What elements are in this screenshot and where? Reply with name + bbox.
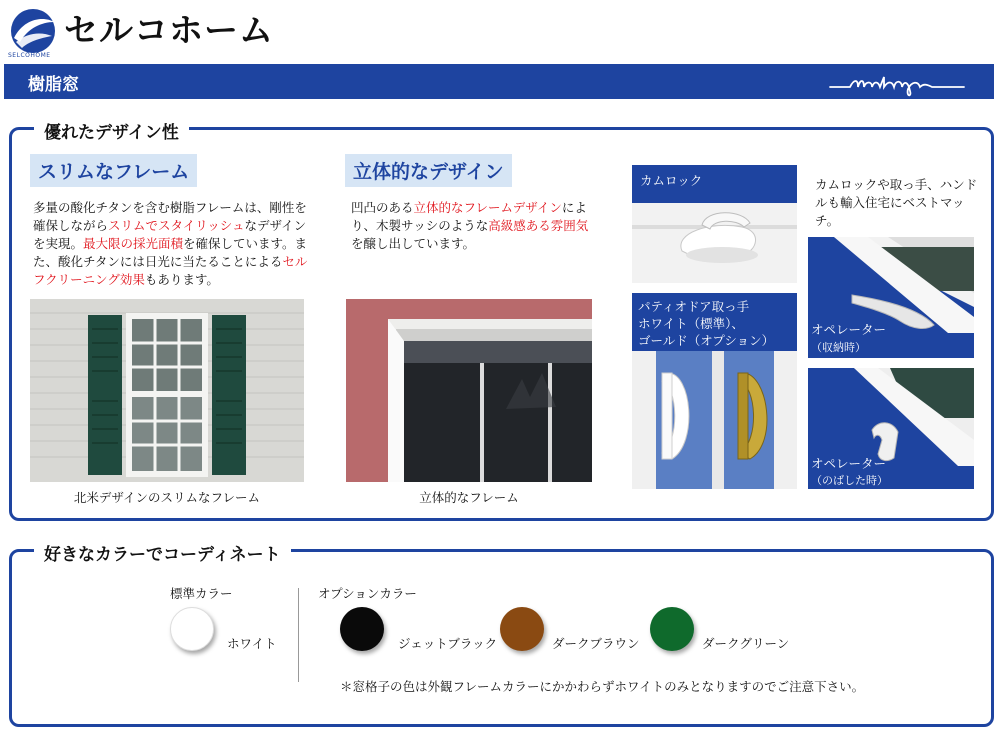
swatch-dark-green-label: ダークグリーン: [702, 636, 790, 651]
divider: [298, 588, 299, 682]
slim-frame-text: [33, 199, 315, 289]
swatch-dark-brown: [500, 607, 544, 651]
design-heading: 優れたデザイン性: [34, 118, 189, 143]
montage-logo-icon: [828, 67, 968, 97]
body-text: を確保しています。また、酸化チタンには日光に当たることによる: [33, 236, 308, 269]
solid-design-title: 立体的なデザイン: [345, 154, 512, 187]
camlock-label: カムロック: [640, 173, 703, 188]
slim-frame-photo: [30, 299, 304, 482]
body-text: もあります。: [144, 272, 219, 287]
slim-frame-caption: 北米デザインのスリムなフレーム: [73, 490, 261, 505]
swatch-jet-black-label: ジェットブラック: [398, 636, 498, 651]
swatch-white: [170, 607, 214, 651]
highlight-text: スリムでスタイリッシュ: [108, 218, 245, 233]
standard-color-label: 標準カラー: [170, 586, 233, 601]
swatch-white-label: ホワイト: [227, 636, 277, 651]
option-color-label: オプションカラー: [318, 586, 417, 601]
operator-closed-label: オペレーター: [811, 322, 887, 337]
operator-open-photo: [808, 368, 974, 489]
body-text: 凹凸のある: [351, 200, 414, 215]
body-text: により、木製サッシのような: [351, 200, 587, 233]
logo-text: セルコホーム: [64, 11, 274, 51]
operator-closed-sub: （収納時）: [811, 341, 866, 354]
lattice-color-note: ＊窓格子の色は外観フレームカラーにかかわらずホワイトのみとなりますのでご注意下さい。: [340, 679, 865, 694]
highlight-text: 高級感ある雰囲気: [488, 218, 589, 233]
camlock-photo: [632, 165, 797, 283]
patio-handle-photo: [632, 293, 797, 489]
swatch-dark-brown-label: ダークブラウン: [552, 636, 640, 651]
highlight-text: 立体的なフレームデザイン: [413, 200, 562, 215]
logo-subtext: SELCOHOME: [8, 52, 51, 59]
operator-closed-photo: [808, 237, 974, 358]
swatch-jet-black: [340, 607, 384, 651]
page-title: 樹脂窓: [28, 75, 79, 95]
operator-open-sub: （のばした時）: [811, 474, 888, 487]
body-text: 剛性を確保しながら: [33, 200, 307, 233]
patio-handle-label: パティオドア取っ手 ホワイト（標準）、 ゴールド（オプション）: [638, 299, 775, 348]
highlight-text: 最大限の採光面積: [83, 236, 184, 251]
swatch-dark-green: [650, 607, 694, 651]
body-text: なデザインを実現。: [33, 218, 307, 251]
operator-open-label: オペレーター: [811, 456, 887, 471]
body-text: を醸し出しています。: [351, 236, 476, 251]
body-text: 多量の酸化チタンを含む樹脂フレームは、: [33, 200, 270, 215]
solid-frame-photo: [346, 299, 592, 482]
slim-frame-title: スリムなフレーム: [30, 154, 197, 187]
handle-note: カムロックや取っ手、ハンドルも輸入住宅にベストマッチ。: [815, 177, 978, 228]
colors-heading: 好きなカラーでコーディネート: [34, 540, 291, 565]
highlight-text: セルフクリーニング効果: [33, 254, 308, 287]
title-bar: [4, 64, 994, 99]
solid-design-text: [351, 199, 596, 253]
solid-frame-caption: 立体的なフレーム: [419, 490, 519, 505]
selcohome-logo-icon: [10, 8, 56, 54]
